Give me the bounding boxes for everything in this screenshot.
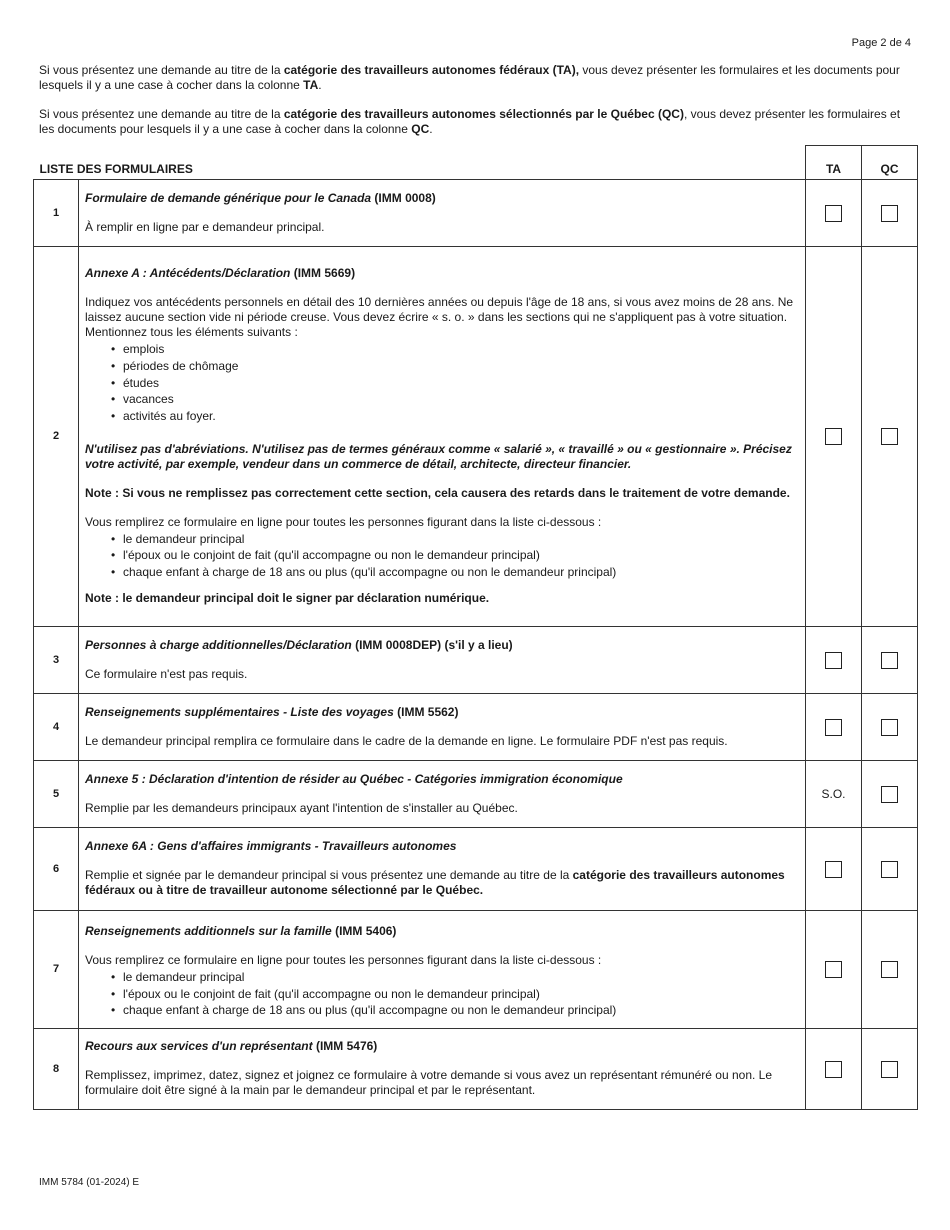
- list-item: • le demandeur principal: [123, 969, 799, 986]
- list-item: • le demandeur principal: [123, 531, 799, 548]
- column-header-ta: TA: [806, 146, 862, 180]
- row-description: [79, 694, 806, 761]
- qc-checkbox[interactable]: [881, 1061, 898, 1078]
- table-row: [34, 627, 918, 694]
- row-number: 3: [34, 627, 79, 694]
- table-row: [34, 1029, 918, 1110]
- form-title: Formulaire de demande générique pour le Canada (IMM 0008): [85, 190, 436, 205]
- list-item: • chaque enfant à charge de 18 ans ou plus (qu'il accompagne ou non le demandeur principal): [123, 1002, 799, 1019]
- row-description: [79, 1029, 806, 1110]
- persons-list: [85, 969, 799, 1019]
- row-description: [79, 627, 806, 694]
- form-title: Annexe A : Antécédents/Déclaration (IMM 5669): [85, 266, 356, 281]
- list-item: • études: [123, 375, 799, 392]
- list-item: • l'époux ou le conjoint de fait (qu'il accompagne ou non le demandeur principal): [123, 986, 799, 1003]
- row-description: [79, 247, 806, 627]
- qc-checkbox[interactable]: [881, 719, 898, 736]
- not-applicable-label: S.O.: [821, 786, 846, 801]
- table-row: [34, 247, 918, 627]
- table-row: [34, 828, 918, 911]
- qc-checkbox[interactable]: [881, 205, 898, 222]
- row-number: 2: [34, 247, 79, 627]
- table-row: [34, 761, 918, 828]
- table-row: [34, 180, 918, 247]
- row-number: 1: [34, 180, 79, 247]
- form-title: Renseignements additionnels sur la famille (IMM 5406): [85, 923, 397, 938]
- forms-list-header: LISTE DES FORMULAIRES: [34, 146, 806, 180]
- column-header-qc: QC: [862, 146, 918, 180]
- ta-checkbox[interactable]: [825, 1061, 842, 1078]
- list-item: • périodes de chômage: [123, 358, 799, 375]
- form-title: Renseignements supplémentaires - Liste des voyages (IMM 5562): [85, 704, 459, 719]
- list-item: • activités au foyer.: [123, 408, 799, 425]
- form-instructions: Indiquez vos antécédents personnels en détail des 10 dernières années ou depuis l'âge de 18 ans, si vous avez moins de 28 ans. Ne laissez aucune section vide ni période creuse. Vous devez écrire « s. o. » dans les sections qui ne s'appliquent pas à votre situation. Mentionnez tous les éléments suivants :: [85, 295, 794, 340]
- form-instructions: Le demandeur principal remplira ce formulaire dans le cadre de la demande en ligne. Le formulaire PDF n'est pas requis.: [85, 733, 728, 748]
- forms-table: [33, 145, 918, 1110]
- row-number: 4: [34, 694, 79, 761]
- list-item: • vacances: [123, 391, 799, 408]
- form-instructions: À remplir en ligne par e demandeur principal.: [85, 219, 325, 234]
- ta-checkbox[interactable]: [825, 961, 842, 978]
- ta-checkbox[interactable]: [825, 428, 842, 445]
- form-code-footer: IMM 5784 (01-2024) E: [39, 1177, 140, 1188]
- intro-paragraph-qc: Si vous présentez une demande au titre de la catégorie des travailleurs autonomes sélectionnés par le Québec (QC), vous devez présenter les formulaires et les documents pour lesquels il y a une case à cocher dans la colonne QC.: [39, 107, 901, 136]
- row-number: 7: [34, 911, 79, 1029]
- persons-list: [85, 531, 799, 581]
- row-description: [79, 828, 806, 911]
- form-title: Annexe 6A : Gens d'affaires immigrants - Travailleurs autonomes: [85, 839, 457, 853]
- form-title: Personnes à charge additionnelles/Déclaration (IMM 0008DEP) (s'il y a lieu): [85, 637, 513, 652]
- abbreviation-warning: N'utilisez pas d'abréviations. N'utilisez pas de termes généraux comme « salarié », « travaillé » ou « gestionnaire ». Précisez votre activité, par exemple, vendeur dans un commerce de détail, architecte, directeur financier.: [85, 441, 792, 471]
- form-instructions: Remplie et signée par le demandeur principal si vous présentez une demande au titre de la catégorie des travailleurs autonomes fédéraux ou à titre de travailleur autonome sélectionné par le Québec.: [85, 868, 785, 897]
- qc-checkbox[interactable]: [881, 652, 898, 669]
- row-description: [79, 180, 806, 247]
- ta-checkbox[interactable]: [825, 205, 842, 222]
- qc-checkbox[interactable]: [881, 786, 898, 803]
- list-item: • l'époux ou le conjoint de fait (qu'il accompagne ou non le demandeur principal): [123, 547, 799, 564]
- qc-checkbox[interactable]: [881, 861, 898, 878]
- row-description: [79, 761, 806, 828]
- form-instructions: Ce formulaire n'est pas requis.: [85, 666, 248, 681]
- row-number: 6: [34, 828, 79, 911]
- row-description: [79, 911, 806, 1029]
- row-number: 5: [34, 761, 79, 828]
- table-row: [34, 911, 918, 1029]
- delay-note: Note : Si vous ne remplissez pas correctement cette section, cela causera des retards dans le traitement de votre demande.: [85, 485, 790, 500]
- form-instructions: Vous remplirez ce formulaire en ligne pour toutes les personnes figurant dans la liste ci-dessous :: [85, 952, 602, 967]
- signature-note: Note : le demandeur principal doit le signer par déclaration numérique.: [85, 590, 490, 605]
- form-title: Recours aux services d'un représentant (IMM 5476): [85, 1039, 378, 1053]
- ta-checkbox[interactable]: [825, 719, 842, 736]
- ta-checkbox[interactable]: [825, 861, 842, 878]
- row-number: 8: [34, 1029, 79, 1110]
- form-title: Annexe 5 : Déclaration d'intention de résider au Québec - Catégories immigration économique: [85, 771, 623, 786]
- list-item: • chaque enfant à charge de 18 ans ou plus (qu'il accompagne ou non le demandeur principal): [123, 564, 799, 581]
- table-row: [34, 694, 918, 761]
- page-number: Page 2 de 4: [851, 37, 911, 49]
- list-item: • emplois: [123, 341, 799, 358]
- form-instructions: Remplissez, imprimez, datez, signez et joignez ce formulaire à votre demande si vous avez un représentant rémunéré ou non. Le formulaire doit être signé à la main par le demandeur principal et par le représentant.: [85, 1068, 773, 1097]
- intro-paragraph-ta: Si vous présentez une demande au titre de la catégorie des travailleurs autonomes fédéraux (TA), vous devez présenter les formulaires et les documents pour lesquels il y a une case à cocher dans la colonne TA.: [39, 63, 900, 92]
- table-header: [34, 146, 918, 180]
- qc-checkbox[interactable]: [881, 961, 898, 978]
- persons-instructions: Vous remplirez ce formulaire en ligne pour toutes les personnes figurant dans la liste ci-dessous :: [85, 514, 602, 529]
- form-instructions: Remplie par les demandeurs principaux ayant l'intention de s'installer au Québec.: [85, 800, 518, 815]
- ta-checkbox[interactable]: [825, 652, 842, 669]
- history-items-list: [85, 341, 799, 425]
- qc-checkbox[interactable]: [881, 428, 898, 445]
